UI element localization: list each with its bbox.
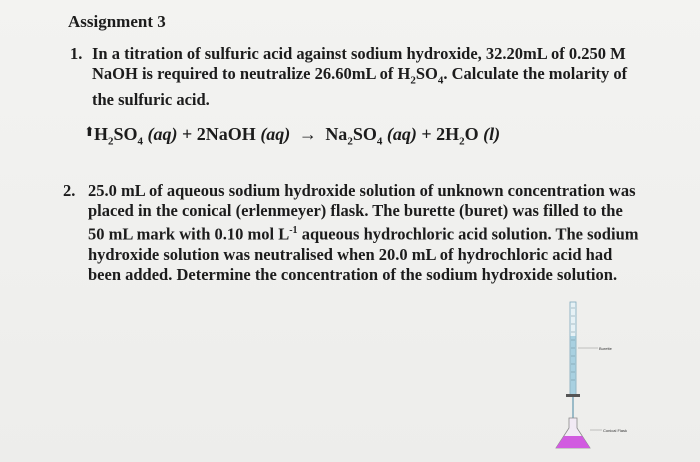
eq-reactant-2: 2NaOH (aq): [196, 124, 291, 144]
question-1-line-1: In a titration of sulfuric acid against sodium hydroxide, 32.20mL of 0.250 M: [92, 44, 626, 63]
eq-arrow: →: [298, 124, 317, 144]
titration-apparatus-diagram: [540, 296, 630, 456]
question-2-line-2: placed in the conical (erlenmeyer) flask. The burette (buret) was filled to the: [88, 201, 623, 220]
question-2-line-4: hydroxide solution was neutralised when 20.0 mL of hydrochloric acid had: [88, 244, 613, 264]
question-1-number: 1.: [70, 44, 83, 63]
cursor-icon: ⬆: [84, 124, 95, 139]
page-title: Assignment 3: [68, 12, 166, 31]
stopcock-icon: [566, 394, 580, 397]
chemical-equation: [94, 124, 500, 148]
flask-label: Conical Flask: [603, 428, 628, 433]
question-2-line-3: 50 mL mark with 0.10 mol $L^{-1}$ aqueous hydrochloric acid solution. The sodium: [88, 224, 639, 244]
eq-product-1: $Na_2SO_4$ (aq): [325, 124, 417, 148]
eq-plus-2: +: [421, 124, 432, 144]
flask-solution: [556, 436, 590, 448]
eq-reactant-1: $H_2SO_4$ (aq): [94, 124, 178, 148]
burette-solution: [571, 336, 576, 394]
question-2-text: [88, 181, 658, 285]
question-1-text: [92, 44, 652, 110]
question-1-line-2: NaOH is required to neutralize 26.60mL of $H_2SO_4$. Calculate the molarity of: [92, 64, 628, 87]
eq-plus-1: +: [182, 124, 193, 144]
question-2-line-5: been added. Determine the concentration of the sodium hydroxide solution.: [88, 264, 618, 284]
question-2-line-1: 25.0 mL of aqueous sodium hydroxide solution of unknown concentration was: [88, 181, 636, 200]
question-1-line-3: the sulfuric acid.: [92, 90, 210, 110]
eq-product-2: $2H_2O$ (l): [436, 124, 501, 148]
burette-label: Burette: [599, 346, 612, 351]
question-2-number: 2.: [63, 181, 76, 200]
